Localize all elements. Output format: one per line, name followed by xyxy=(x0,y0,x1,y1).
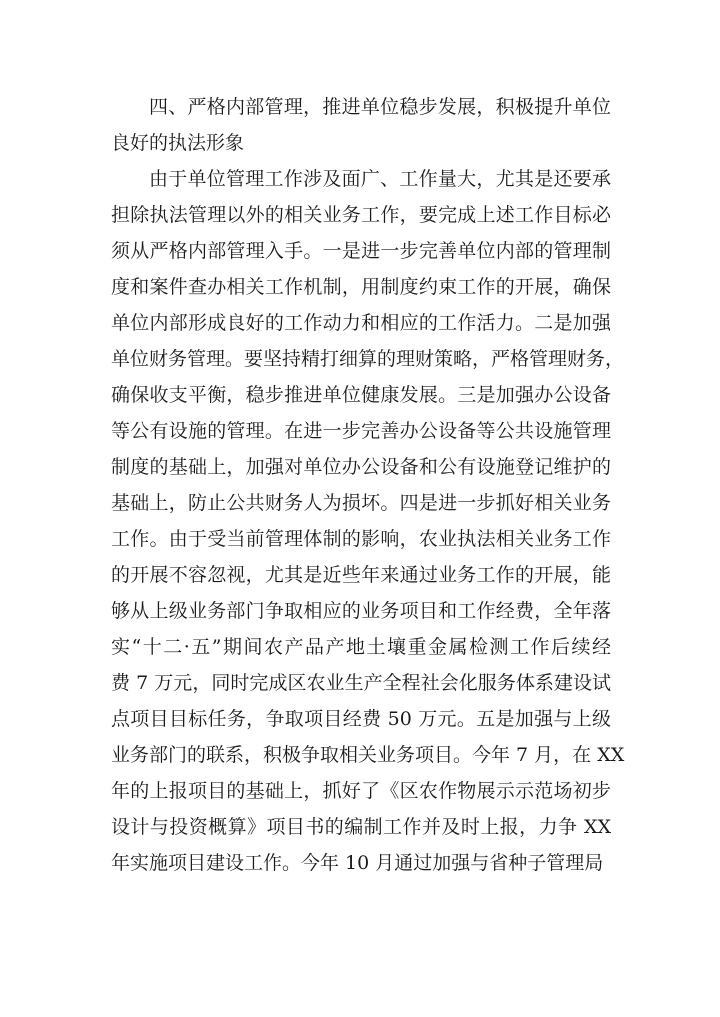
body-line: 年实施项目建设工作。今年 10 月通过加强与省种子管理局 xyxy=(111,852,604,874)
body-line: 费 7 万元，同时完成区农业生产全程社会化服务体系建设试 xyxy=(111,672,611,694)
body-line: 点项目目标任务，争取项目经费 50 万元。五是加强与上级 xyxy=(111,708,611,730)
body-line: 确保收支平衡，稳步推进单位健康发展。三是加强办公设备 xyxy=(111,384,611,406)
body-line: 等公有设施的管理。在进一步完善办公设备等公共设施管理 xyxy=(111,420,611,442)
body-line: 实“十二·五”期间农产品产地土壤重金属检测工作后续经 xyxy=(111,636,611,658)
heading-line-2: 良好的执法形象 xyxy=(111,132,245,154)
body-line: 的开展不容忽视，尤其是近些年来通过业务工作的开展，能 xyxy=(111,564,611,586)
body-line: 工作。由于受当前管理体制的影响，农业执法相关业务工作 xyxy=(111,528,611,550)
body-line: 单位财务管理。要坚持精打细算的理财策略，严格管理财务， xyxy=(111,348,625,370)
body-line: 担除执法管理以外的相关业务工作，要完成上述工作目标必 xyxy=(111,204,611,226)
body-line: 基础上，防止公共财务人为损坏。四是进一步抓好相关业务 xyxy=(111,492,611,514)
body-line: 制度的基础上，加强对单位办公设备和公有设施登记维护的 xyxy=(111,456,611,478)
document-text xyxy=(111,89,625,881)
body-line: 单位内部形成良好的工作动力和相应的工作活力。二是加强 xyxy=(111,312,611,334)
body-line: 业务部门的联系，积极争取相关业务项目。今年 7 月，在 XX xyxy=(111,744,625,766)
body-line: 由于单位管理工作涉及面广、工作量大，尤其是还要承 xyxy=(149,168,611,190)
body-line: 够从上级业务部门争取相应的业务项目和工作经费，全年落 xyxy=(111,600,611,622)
heading-line-1: 四、严格内部管理，推进单位稳步发展，积极提升单位 xyxy=(149,96,611,118)
body-line: 设计与投资概算》项目书的编制工作并及时上报，力争 XX xyxy=(111,816,611,838)
body-line: 年的上报项目的基础上，抓好了《区农作物展示示范场初步 xyxy=(111,780,611,802)
body-line: 须从严格内部管理入手。一是进一步完善单位内部的管理制 xyxy=(111,240,611,262)
body-line: 度和案件查办相关工作机制，用制度约束工作的开展，确保 xyxy=(111,276,611,298)
